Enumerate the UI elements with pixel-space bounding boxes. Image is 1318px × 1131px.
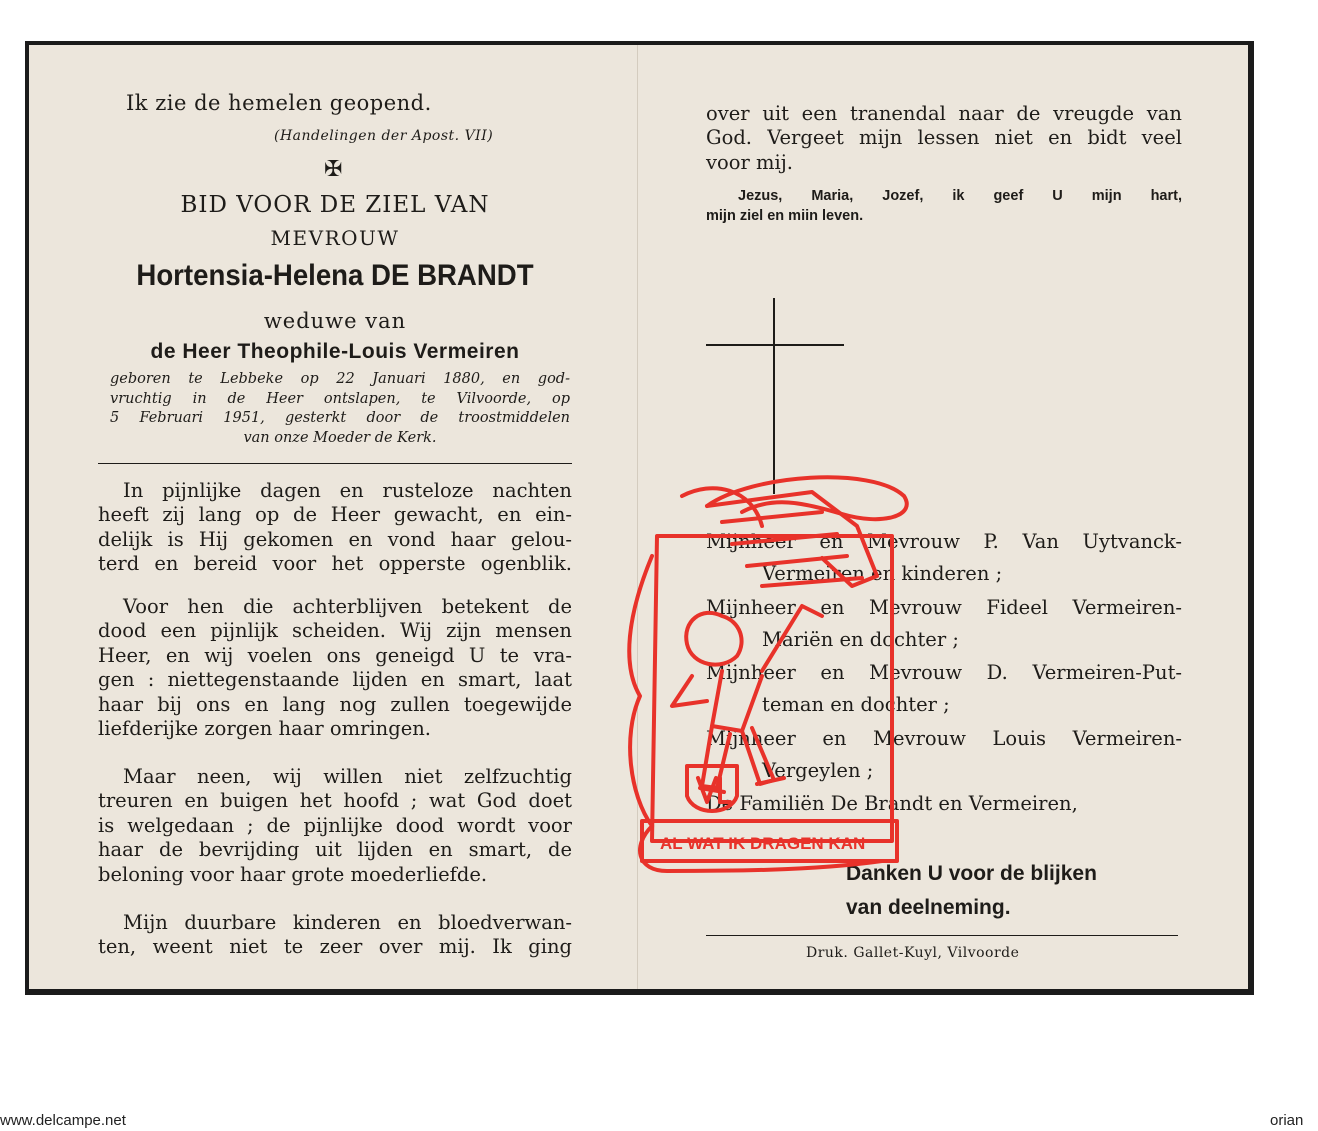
stamp-banner-text: AL WAT IK DRAGEN KAN: [660, 834, 866, 853]
prayer-line: Jezus, Maria, Jozef, ik geef U mijn hart,: [738, 188, 1182, 204]
text-line: heeft zij lang op de Heer gewacht, en ein-: [98, 503, 572, 527]
watermark-left: www.delcampe.net: [0, 1112, 126, 1129]
collector-stamp: [612, 466, 912, 874]
family-line: Vergeylen ;: [762, 759, 874, 782]
birth-death-line: geboren te Lebbeke op 22 Januari 1880, en god-: [110, 371, 570, 387]
paragraph-1: [98, 479, 572, 577]
text-line: beloning voor haar grote moederliefde.: [98, 862, 488, 886]
divider: [706, 935, 1178, 936]
paragraph-2: [98, 595, 572, 741]
family-line: De Familiën De Brandt en Vermeiren,: [706, 792, 1078, 815]
text-line: delijk is Hij gekomen en vond haar gelou-: [98, 527, 572, 551]
birth-death-line: 5 Februari 1951, gesterkt door de troostmiddelen: [110, 410, 570, 426]
title: MEVROUW: [270, 226, 400, 250]
text-line: Heer, en wij voelen ons geneigd U te vra-: [98, 643, 572, 667]
prayer-line: mijn ziel en miin leven.: [706, 208, 864, 224]
thanks-line: van deelneming.: [846, 896, 1011, 919]
paragraph-5: [706, 102, 1182, 175]
deceased-name: Hortensia-Helena DE BRANDT: [136, 259, 534, 292]
spouse-name: de Heer Theophile-Louis Vermeiren: [150, 340, 520, 363]
text-line: ten, weent niet te zeer over mij. Ik ging: [98, 935, 572, 959]
printer-credit: Druk. Gallet-Kuyl, Vilvoorde: [806, 945, 1020, 961]
motto-source: (Handelingen der Apost. VII): [274, 128, 494, 144]
text-line: over uit een tranendal naar de vreugde van: [706, 102, 1182, 125]
large-cross-icon-bar: [706, 344, 844, 346]
birth-death-text: [110, 370, 570, 448]
text-line: treuren en buigen het hoofd ; wat God doet: [98, 789, 572, 813]
text-line: liefderijke zorgen haar omringen.: [98, 717, 431, 741]
birth-death-line: van onze Moeder de Kerk.: [243, 429, 437, 446]
family-line: Mijnheer en Mevrouw D. Vermeiren-Put-: [706, 661, 1182, 684]
thanks-line: Danken U voor de blijken: [846, 862, 1097, 885]
text-line: terd en bereid voor het opperste ogenblik.: [98, 552, 572, 576]
cross-icon: ✠: [324, 157, 343, 182]
text-line: is welgedaan ; de pijnlijke dood wordt voor: [98, 813, 572, 837]
motto: Ik zie de hemelen geopend.: [126, 91, 432, 115]
family-line: Mijnheer en Mevrouw Fideel Vermeiren-: [706, 596, 1182, 619]
family-line: Mariën en dochter ;: [762, 628, 959, 651]
large-cross-icon: [773, 298, 775, 494]
family-line: Mijnheer en Mevrouw Louis Vermeiren-: [706, 727, 1182, 750]
text-line: gen : niettegenstaande lijden en smart, laat: [98, 668, 572, 692]
relation: weduwe van: [263, 309, 407, 333]
family-line: teman en dochter ;: [762, 693, 950, 716]
prayer-heading: BID VOOR DE ZIEL VAN: [180, 192, 490, 218]
text-line: Voor hen die achterblijven betekent de: [123, 595, 572, 618]
family-line: Mijnheer en Mevrouw P. Van Uytvanck-: [706, 530, 1182, 553]
text-line: voor mij.: [706, 150, 793, 174]
text-line: God. Vergeet mijn lessen niet en bidt veel: [706, 126, 1182, 150]
text-line: haar bij ons en lang nog zullen toegewijde: [98, 692, 572, 716]
paragraph-3: [98, 765, 572, 887]
family-line: Vermeiren en kinderen ;: [762, 562, 1003, 585]
paragraph-4: [98, 911, 572, 960]
text-line: haar de bevrijding uit lijden en smart, de: [98, 838, 572, 862]
text-line: Mijn duurbare kinderen en bloedverwan-: [123, 911, 572, 934]
closing-prayer: [706, 186, 1182, 226]
divider: [98, 463, 572, 464]
text-line: dood een pijnlijk scheiden. Wij zijn mensen: [98, 619, 572, 643]
text-line: Maar neen, wij willen niet zelfzuchtig: [123, 765, 572, 788]
watermark-right: orian: [1270, 1112, 1304, 1129]
text-line: In pijnlijke dagen en rusteloze nachten: [123, 479, 572, 502]
birth-death-line: vruchtig in de Heer ontslapen, te Vilvoorde, op: [110, 390, 570, 407]
